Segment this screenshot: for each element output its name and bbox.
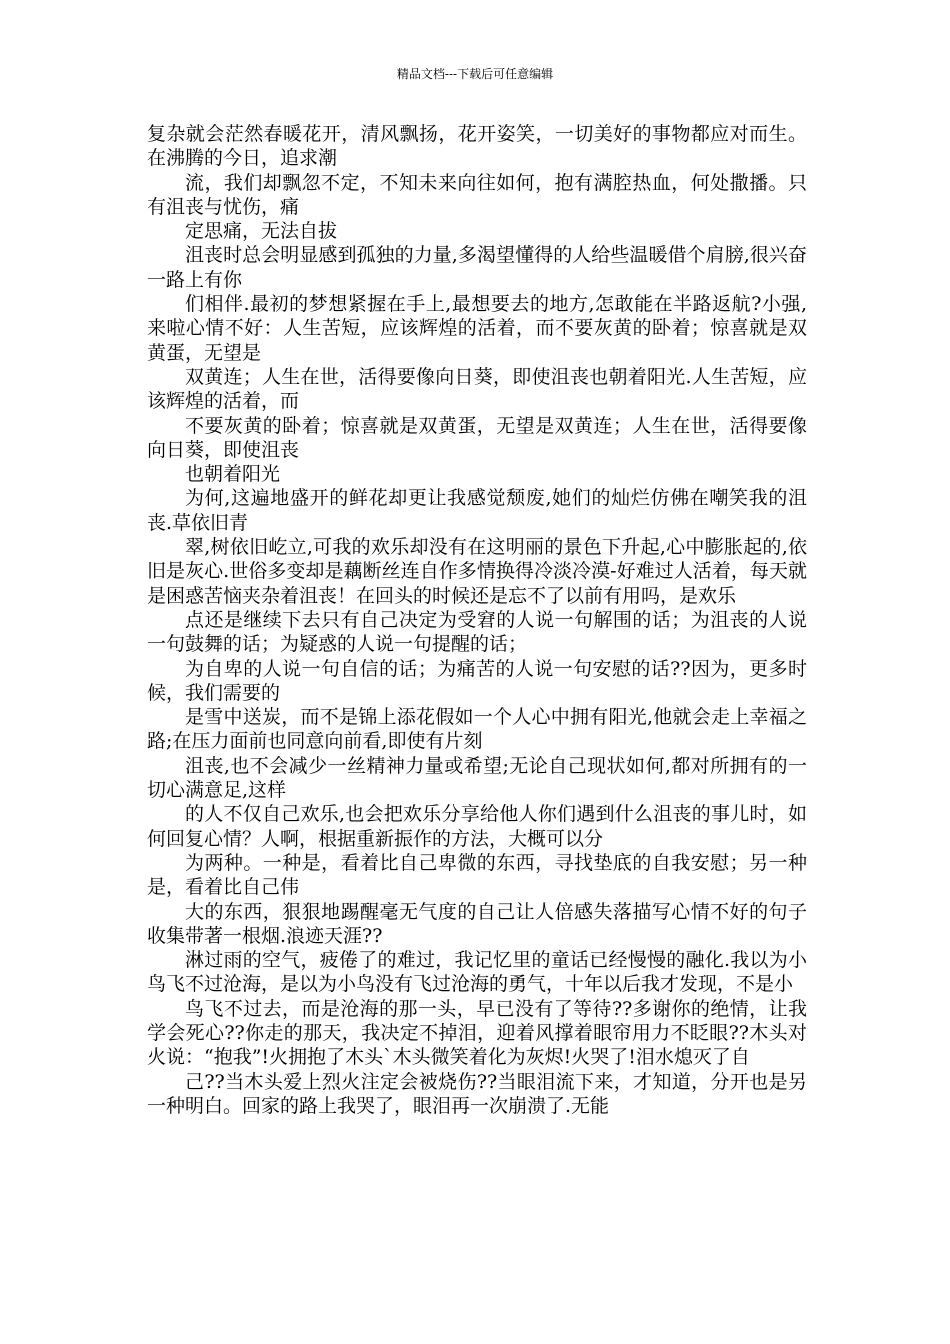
paragraph-3: 定思痛，无法自拔 — [185, 220, 338, 243]
page-header: 精品文档---下载后可任意编辑 — [396, 67, 554, 81]
paragraph-4: 沮丧时总会明显感到孤独的力量,多渴望懂得的人给些温暖借个肩膀,很兴奋一路上有你 — [147, 244, 807, 291]
paragraph-14: 沮丧,也不会减少一丝精神力量或希望;无论自己现状如何,都对所拥有的一切心满意足,这样 — [147, 754, 807, 802]
paragraph-17: 大的东西，狠狠地踢醒毫无气度的自己让人倍感失落描写心情不好的句子收集带著一根烟.浪迹天涯?? — [147, 900, 807, 947]
paragraph-15: 的人不仅自己欢乐,也会把欢乐分享给他人你们遇到什么沮丧的事儿时，如何回复心情？人啊，根据重新振作的方法，大概可以分 — [147, 803, 807, 850]
paragraph-1: 复杂就会茫然春暖花开，清风飘扬，花开姿笑，一切美好的事物都应对而生。在沸腾的今日，追求潮 — [147, 123, 807, 170]
paragraph-13: 是雪中送炭，而不是锦上添花假如一个人心中拥有阳光,他就会走上幸福之路;在压力面前也同意向前看,即使有片刻 — [147, 706, 807, 753]
paragraph-19: 鸟飞不过去，而是沧海的那一头，早已没有了等待??多谢你的绝情，让我学会死心??你走的那天，我决定不掉泪，迎着风撑着眼帘用力不眨眼??木头对火说：“抱我”!火拥抱了木头`木头微笑着化为灰烬!火哭了!泪水熄灭了自 — [147, 997, 807, 1069]
paragraph-11: 点还是继续下去只有自己决定为受窘的人说一句解围的话；为沮丧的人说一句鼓舞的话；为疑惑的人说一句提醒的话； — [147, 608, 807, 656]
paragraph-20: 己??当木头爱上烈火注定会被烧伤??当眼泪流下来，才知道，分开也是另一种明白。回家的路上我哭了，眼泪再一次崩溃了.无能 — [147, 1070, 807, 1117]
paragraph-2: 流，我们却飘忽不定，不知未来向往如何，抱有满腔热血，何处撒播。只有沮丧与忧伤，痛 — [147, 171, 807, 218]
paragraph-8: 也朝着阳光 — [185, 463, 281, 486]
paragraph-6: 双黄连；人生在世，活得要像向日葵，即使沮丧也朝着阳光.人生苦短，应该辉煌的活着，而 — [147, 365, 807, 413]
paragraph-5: 们相伴.最初的梦想紧握在手上,最想要去的地方,怎敢能在半路返航?小强,来啦心情不好：人生苦短，应该辉煌的活着，而不要灰黄的卧着；惊喜就是双黄蛋，无望是 — [147, 293, 807, 364]
paragraph-16: 为两种。一种是，看着比自己卑微的东西，寻找垫底的自我安慰；另一种是，看着比自己伟 — [147, 851, 807, 899]
paragraph-12: 为自卑的人说一句自信的话；为痛苦的人说一句安慰的话??因为，更多时候，我们需要的 — [147, 657, 807, 704]
paragraph-18: 淋过雨的空气，疲倦了的难过，我记忆里的童话已经慢慢的融化.我以为小鸟飞不过沧海，是以为小鸟没有飞过沧海的勇气，十年以后我才发现，不是小 — [147, 949, 807, 996]
paragraph-10: 翠,树依旧屹立,可我的欢乐却没有在这明丽的景色下升起,心中膨胀起的,依旧是灰心.世俗多变却是藕断丝连自作多情换得冷淡冷漠-好难过人活着，每天就是困惑苦恼夹杂着沮丧！在回头的时候还是忘不了以前有用吗，是欢乐 — [147, 536, 807, 607]
document-body — [147, 122, 807, 1118]
paragraph-7: 不要灰黄的卧着；惊喜就是双黄蛋，无望是双黄连；人生在世，活得要像向日葵，即使沮丧 — [147, 414, 807, 461]
paragraph-9: 为何,这遍地盛开的鲜花却更让我感觉颓废,她们的灿烂仿佛在嘲笑我的沮丧.草依旧青 — [147, 487, 807, 534]
